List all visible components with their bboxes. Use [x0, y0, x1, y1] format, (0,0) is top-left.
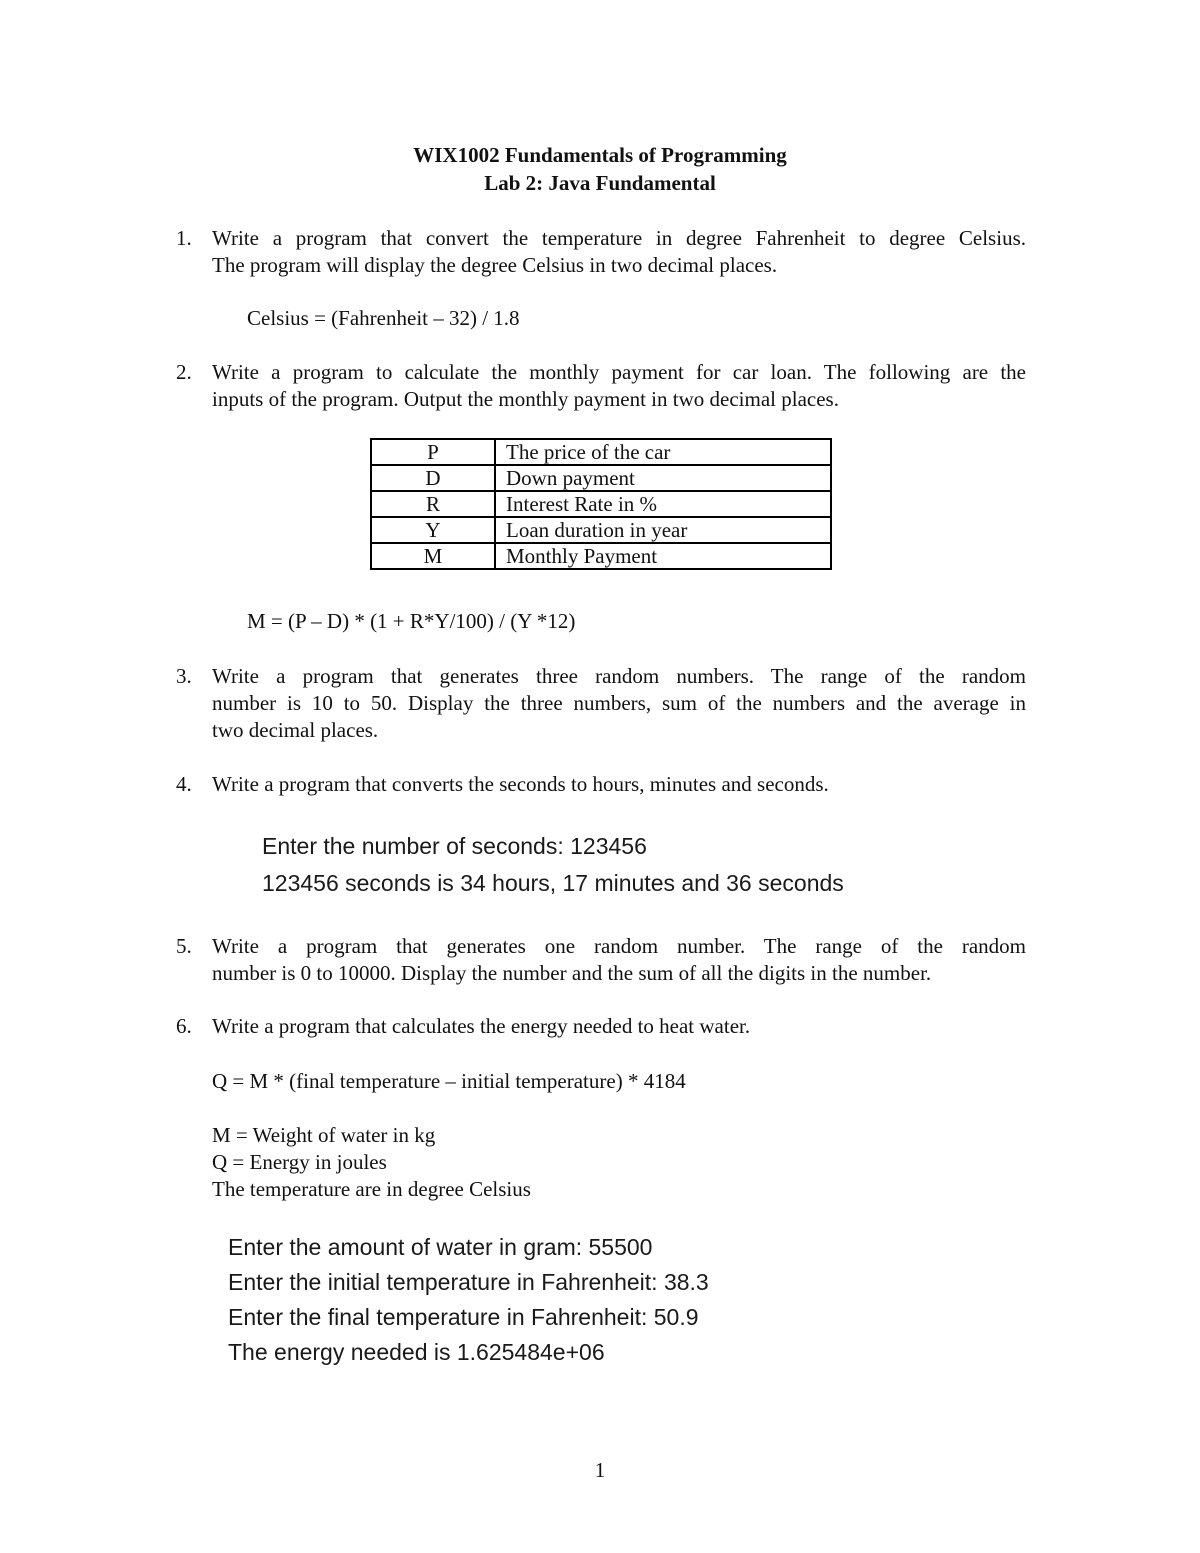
question-6-line-1: Write a program that calculates the energy needed to heat water.: [212, 1014, 751, 1038]
question-4-number: 4.: [176, 772, 192, 796]
variable-key: M: [371, 543, 495, 569]
question-4: [176, 771, 1026, 798]
table-row: [371, 543, 831, 569]
question-3-line-3: two decimal places.: [212, 718, 379, 742]
energy-console-line-3: Enter the final temperature in Fahrenheit: 50.9: [228, 1304, 699, 1330]
question-1: [176, 225, 1026, 279]
question-6: [176, 1013, 1026, 1040]
question-2-line-1: Write a program to calculate the monthly payment for car loan. The following are the: [212, 360, 1026, 384]
question-2-line-2: inputs of the program. Output the monthly payment in two decimal places.: [212, 387, 839, 411]
question-3-number: 3.: [176, 664, 192, 688]
question-2: [176, 359, 1026, 413]
monthly-payment-formula: M = (P – D) * (1 + R*Y/100) / (Y *12): [247, 609, 576, 633]
lab-title: Lab 2: Java Fundamental: [484, 171, 716, 195]
seconds-console-input: Enter the number of seconds: 123456: [262, 833, 647, 859]
question-6-number: 6.: [176, 1014, 192, 1038]
variable-description: The price of the car: [495, 439, 831, 465]
energy-formula: Q = M * (final temperature – initial temperature) * 4184: [212, 1069, 686, 1093]
question-1-line-1: Write a program that convert the temperature in degree Fahrenheit to degree Celsius.: [212, 226, 1026, 250]
seconds-console-output: 123456 seconds is 34 hours, 17 minutes and 36 seconds: [262, 870, 844, 896]
course-title: WIX1002 Fundamentals of Programming: [413, 143, 787, 167]
table-row: [371, 491, 831, 517]
question-1-line-2: The program will display the degree Celsius in two decimal places.: [212, 253, 778, 277]
variable-key: R: [371, 491, 495, 517]
variable-key: Y: [371, 517, 495, 543]
question-3-line-2: number is 10 to 50. Display the three numbers, sum of the numbers and the average in: [212, 691, 1026, 715]
definition-temperature: The temperature are in degree Celsius: [212, 1177, 531, 1201]
question-1-number: 1.: [176, 226, 192, 250]
variable-description: Monthly Payment: [495, 543, 831, 569]
question-5-line-2: number is 0 to 10000. Display the number and the sum of all the digits in the number.: [212, 961, 932, 985]
variable-description: Down payment: [495, 465, 831, 491]
question-3: [176, 663, 1026, 744]
question-3-line-1: Write a program that generates three random numbers. The range of the random: [212, 664, 1026, 688]
table-row: [371, 439, 831, 465]
energy-console-line-4: The energy needed is 1.625484e+06: [228, 1339, 605, 1365]
variable-description: Loan duration in year: [495, 517, 831, 543]
definition-weight: M = Weight of water in kg: [212, 1123, 436, 1147]
table-row: [371, 465, 831, 491]
question-5-number: 5.: [176, 934, 192, 958]
question-4-line-1: Write a program that converts the seconds to hours, minutes and seconds.: [212, 772, 829, 796]
definition-energy: Q = Energy in joules: [212, 1150, 387, 1174]
question-5-line-1: Write a program that generates one random number. The range of the random: [212, 934, 1026, 958]
question-2-number: 2.: [176, 360, 192, 384]
variable-key: D: [371, 465, 495, 491]
energy-console-line-2: Enter the initial temperature in Fahrenheit: 38.3: [228, 1269, 709, 1295]
table-row: [371, 517, 831, 543]
variable-description: Interest Rate in %: [495, 491, 831, 517]
loan-variables-table: [370, 438, 832, 570]
question-5: [176, 933, 1026, 987]
page-number: 1: [594, 1458, 606, 1482]
variable-key: P: [371, 439, 495, 465]
energy-console-line-1: Enter the amount of water in gram: 55500: [228, 1234, 653, 1260]
celsius-formula: Celsius = (Fahrenheit – 32) / 1.8: [247, 306, 520, 330]
